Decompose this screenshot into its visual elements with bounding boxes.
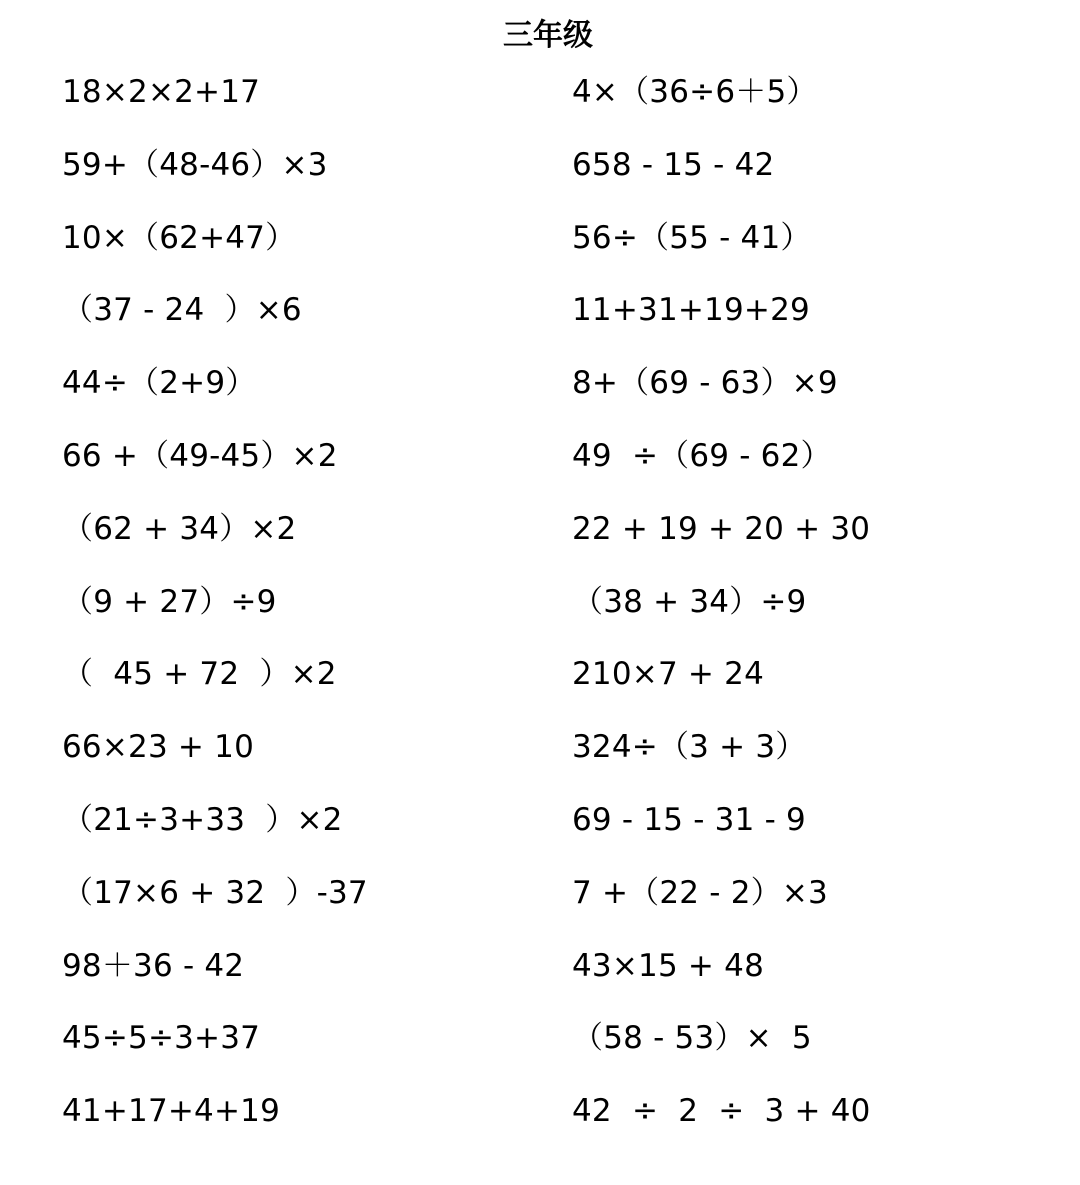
problem-item: 210×7 + 24 (572, 656, 764, 693)
problem-item: 22 + 19 + 20 + 30 (572, 510, 871, 547)
problem-item: （21÷3+33 ）×2 (62, 801, 343, 838)
problem-item: 42 ÷ 2 ÷ 3 + 40 (572, 1093, 871, 1130)
problem-item: 66 +（49-45）×2 (62, 437, 338, 474)
problem-item: 66×23 + 10 (62, 729, 254, 766)
problem-item: （9 + 27）÷9 (62, 583, 277, 620)
problem-item: 43×15 + 48 (572, 947, 764, 984)
problem-item: 7 +（22 - 2）×3 (572, 874, 828, 911)
problem-item: 8+（69 - 63）×9 (572, 365, 838, 402)
problem-item: 10×（62+47） (62, 219, 297, 256)
problem-item: 45÷5÷3+37 (62, 1020, 261, 1057)
problem-item: （37 - 24 ）×6 (62, 292, 302, 329)
problem-item: （17×6 + 32 ）-37 (62, 874, 368, 911)
problem-item: 18×2×2+17 (62, 74, 261, 110)
problem-item: 11+31+19+29 (572, 292, 810, 329)
problem-item: 658 - 15 - 42 (572, 146, 775, 183)
problem-item: （62 + 34）×2 (62, 510, 297, 547)
problem-item: （58 - 53）× 5 (572, 1020, 812, 1057)
problem-item: 44÷（2+9） (62, 365, 257, 402)
problem-item: 56÷（55 - 41） (572, 219, 812, 256)
problem-item: 98＋36 - 42 (62, 947, 245, 984)
problem-item: （38 + 34）÷9 (572, 583, 807, 620)
problem-item: （ 45 + 72 ）×2 (62, 656, 337, 693)
problem-item: 4×（36÷6＋5） (572, 74, 818, 110)
problem-item: 69 - 15 - 31 - 9 (572, 801, 806, 838)
problem-item: 41+17+4+19 (62, 1093, 280, 1130)
left-problem-column (62, 56, 542, 1148)
problem-item: 49 ÷（69 - 62） (572, 437, 832, 474)
problem-item: 59+（48-46）×3 (62, 146, 328, 183)
page-title: 三年级 (503, 18, 593, 53)
problem-item: 324÷（3 + 3） (572, 729, 807, 766)
right-problem-column (572, 56, 1052, 1148)
